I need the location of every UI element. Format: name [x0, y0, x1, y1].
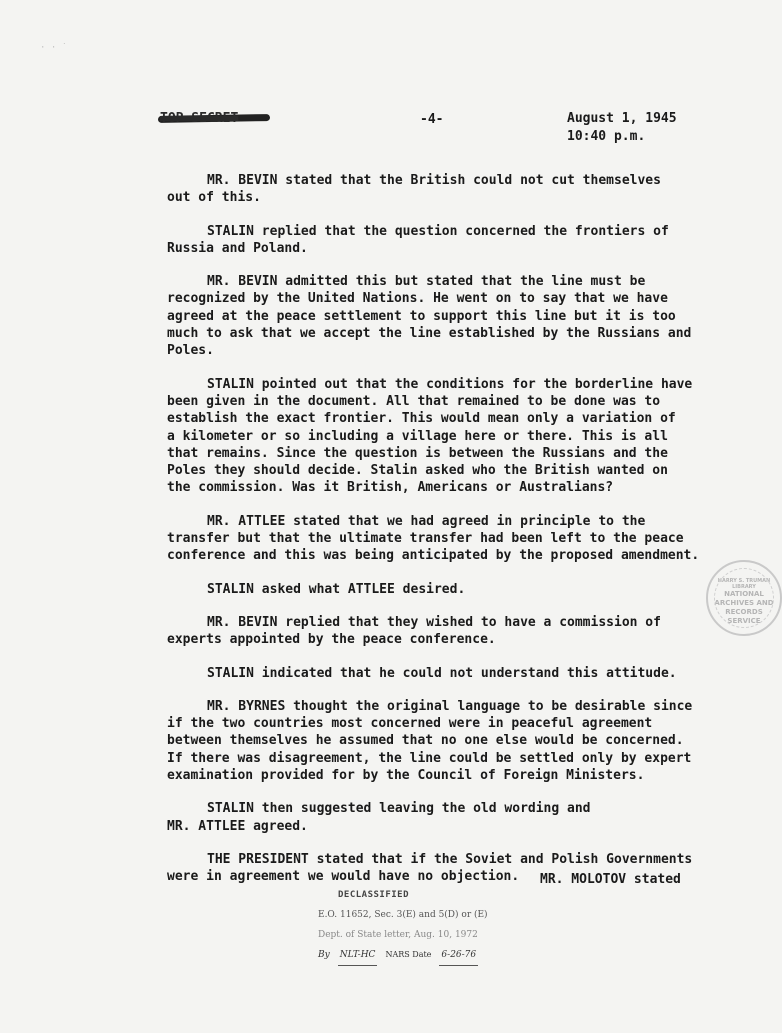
paragraph-line: were in agreement we would have no objection. — [167, 869, 520, 885]
paragraph-line: agreed at the peace settlement to support this line but it is too — [167, 308, 676, 324]
seal-line: NATIONAL — [724, 590, 764, 598]
paragraph-line: experts appointed by the peace conference. — [167, 632, 496, 648]
paragraph-line: been given in the document. All that remained to be done was to — [167, 393, 661, 409]
paragraph-line: between themselves he assumed that no one else would be concerned. — [167, 733, 684, 749]
declass-authority: E.O. 11652, Sec. 3(E) and 5(D) or (E) — [318, 910, 488, 920]
paragraph-line: establish the exact frontier. This would mean only a variation of — [167, 411, 676, 427]
paragraph-line: transfer but that the ultimate transfer had been left to the peace — [167, 531, 684, 547]
declassification-stamp — [318, 885, 518, 966]
paragraph-line: that remains. Since the question is between the Russians and the — [167, 445, 668, 461]
paragraph — [167, 513, 727, 565]
seal-line: SERVICE — [727, 617, 761, 625]
paragraph-line: MR. BEVIN replied that they wished to have a commission of — [207, 614, 661, 630]
document-time: 10:40 p.m. — [567, 129, 646, 144]
paragraph-line: recognized by the United Nations. He went on to say that we have — [167, 291, 668, 307]
scan-speckle: · · ˙ — [40, 43, 68, 53]
paragraph-line: Poles they should decide. Stalin asked who the British wanted on — [167, 463, 668, 479]
declass-date: 6-26-76 — [439, 945, 478, 966]
paragraph — [167, 800, 727, 835]
paragraph-line: MR. BEVIN admitted this but stated that the line must be — [207, 274, 646, 290]
seal-line: HARRY S. TRUMAN LIBRARY — [717, 578, 771, 590]
seal-line: RECORDS — [725, 608, 763, 616]
paragraph — [167, 172, 727, 207]
document-date: August 1, 1945 — [567, 111, 677, 126]
paragraph-line: much to ask that we accept the line established by the Russians and — [167, 326, 692, 342]
page-number: -4- — [420, 112, 444, 127]
declass-initials: NLT-HC — [338, 945, 378, 966]
paragraph — [167, 698, 727, 784]
paragraph-line: examination provided for by the Council of Foreign Ministers. — [167, 768, 645, 784]
paragraph-line: Russia and Poland. — [167, 240, 308, 256]
paragraph-line: MR. BYRNES thought the original language to be desirable since — [207, 698, 693, 714]
classification-marking: TOP SECRET — [160, 111, 239, 126]
declass-letter: Dept. of State letter, Aug. 10, 1972 — [318, 930, 478, 940]
paragraph-line: MR. BEVIN stated that the British could not cut themselves — [207, 173, 661, 188]
dateline — [567, 110, 677, 146]
paragraph-line: THE PRESIDENT stated that if the Soviet and Polish Governments — [207, 851, 693, 867]
paragraph-line: Poles. — [167, 343, 214, 359]
paragraph-line: the commission. Was it British, Americans or Australians? — [167, 480, 614, 496]
declassified-label: DECLASSIFIED — [338, 890, 410, 900]
paragraph — [167, 614, 727, 649]
declass-by-prefix: By — [318, 950, 330, 960]
paragraph-line: STALIN asked what ATTLEE desired. — [207, 581, 466, 597]
declass-nars-label: NARS Date — [385, 950, 432, 959]
paragraph-line: a kilometer or so including a village here or there. This is all — [167, 428, 668, 444]
paragraph — [167, 665, 727, 682]
paragraph-line: STALIN then suggested leaving the old wording and — [207, 801, 591, 817]
paragraph-line: STALIN replied that the question concerned the frontiers of — [207, 223, 669, 239]
seal-line: ARCHIVES AND — [714, 599, 774, 607]
declass-signature-row — [318, 945, 518, 966]
paragraph-line: conference and this was being anticipated by the proposed amendment. — [167, 548, 700, 564]
paragraph-line: MR. ATTLEE agreed. — [167, 818, 308, 834]
paragraph — [167, 223, 727, 258]
paragraph-line: if the two countries most concerned were in peaceful agreement — [167, 716, 653, 732]
minutes-body — [167, 172, 727, 902]
paragraph-line: STALIN pointed out that the conditions for the borderline have — [207, 376, 693, 392]
paragraph — [167, 376, 727, 497]
archives-seal — [706, 560, 782, 636]
paragraph-line: STALIN indicated that he could not understand this attitude. — [207, 665, 677, 681]
paragraph-line: MR. ATTLEE stated that we had agreed in principle to the — [207, 513, 646, 529]
paragraph-line: If there was disagreement, the line could be settled only by expert — [167, 750, 692, 766]
paragraph-line: out of this. — [167, 190, 261, 206]
paragraph — [167, 273, 727, 359]
signoff-line: MR. MOLOTOV stated — [540, 872, 681, 887]
paragraph — [167, 581, 727, 598]
